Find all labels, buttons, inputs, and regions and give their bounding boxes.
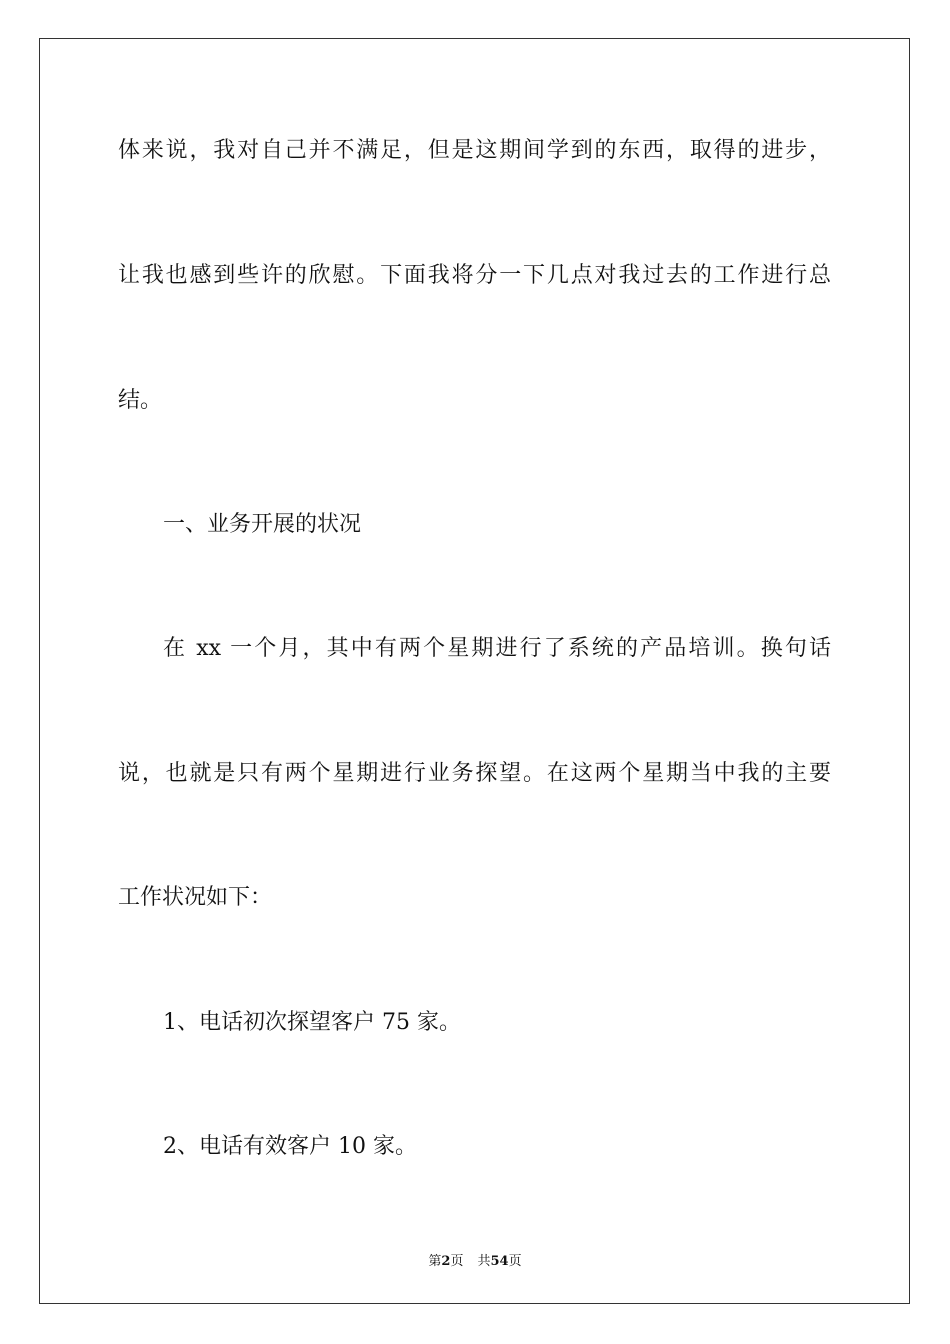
footer-page-suffix: 页 (450, 1254, 464, 1269)
paragraph-line: 让我也感到些许的欣慰。下面我将分一下几点对我过去的工作进行总 (118, 263, 831, 288)
footer-total-pages: 54 (490, 1254, 509, 1269)
paragraph-line: 结。 (118, 388, 163, 413)
page-footer (0, 1250, 950, 1269)
footer-page-prefix: 第 (428, 1254, 442, 1269)
paragraph-line: 工作状况如下： (118, 885, 273, 910)
footer-total-suffix: 页 (508, 1254, 522, 1269)
paragraph-line: 在 xx 一个月，其中有两个星期进行了系统的产品培训。换句话 (163, 636, 831, 661)
footer-total-prefix: 共 (477, 1254, 491, 1269)
section-heading: 一、业务开展的状况 (163, 512, 362, 537)
footer-page-number: 2 (441, 1254, 451, 1269)
paragraph-line: 说，也就是只有两个星期进行业务探望。在这两个星期当中我的主要 (118, 761, 831, 786)
paragraph-line: 体来说，我对自己并不满足，但是这期间学到的东西，取得的进步， (118, 138, 831, 163)
list-item: 1、电话初次探望客户 75 家。 (163, 1010, 461, 1035)
page-border (39, 38, 910, 1304)
list-item: 2、电话有效客户 10 家。 (163, 1134, 417, 1159)
